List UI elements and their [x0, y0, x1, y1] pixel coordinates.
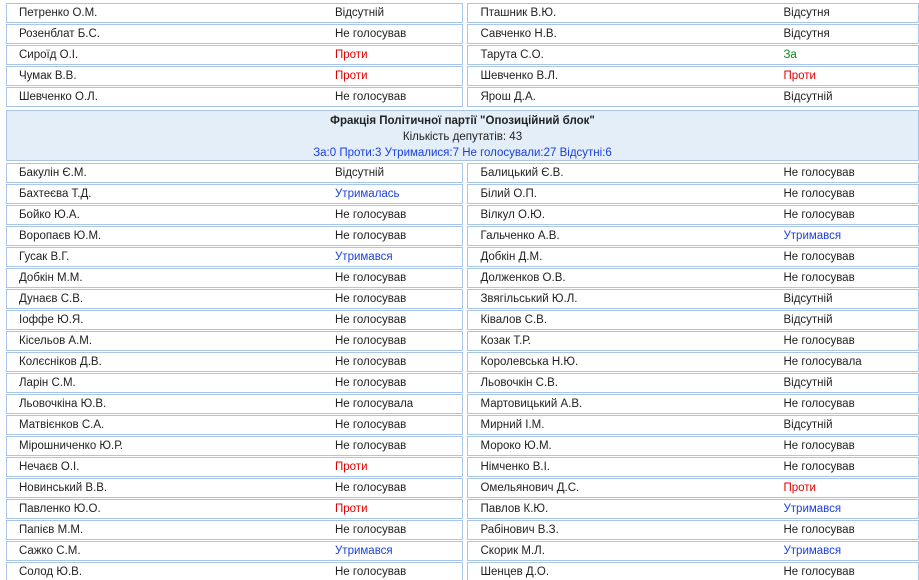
vote-status: Не голосував — [335, 524, 407, 536]
left-deputy-cell — [6, 436, 463, 456]
table-row — [0, 540, 919, 561]
deputy-name: Ларін С.М. — [19, 377, 76, 389]
deputy-name: Бахтеєва Т.Д. — [19, 188, 92, 200]
table-row — [0, 519, 919, 540]
left-deputy-cell — [6, 541, 463, 561]
deputy-name: Іоффе Ю.Я. — [19, 314, 84, 326]
deputy-name: Льовочкін С.В. — [480, 377, 559, 389]
left-deputy-cell — [6, 163, 463, 183]
left-deputy-cell — [6, 268, 463, 288]
faction-title: Фракція Політичної партії "Опозиційний блок" — [330, 115, 595, 127]
right-deputy-cell — [467, 415, 919, 435]
table-row — [0, 561, 919, 580]
table-row — [0, 162, 919, 183]
vote-status: Не голосував — [783, 272, 855, 284]
deputy-name: Мороко Ю.М. — [480, 440, 552, 452]
table-row — [0, 351, 919, 372]
vote-status: Утримався — [335, 545, 393, 557]
right-deputy-cell — [467, 562, 919, 580]
vote-status: Не голосував — [783, 461, 855, 473]
vote-status: Не голосував — [335, 272, 407, 284]
left-deputy-cell — [6, 226, 463, 246]
faction-deputy-count: Кількість депутатів: 43 — [402, 131, 523, 143]
vote-status: Відсутній — [783, 91, 833, 103]
vote-status: Проти — [335, 49, 368, 61]
left-deputy-cell — [6, 331, 463, 351]
vote-status: Не голосував — [335, 566, 407, 578]
vote-status: Не голосував — [783, 566, 855, 578]
table-row — [0, 86, 919, 107]
deputy-name: Дунаєв С.В. — [19, 293, 84, 305]
deputy-name: Воропаєв Ю.М. — [19, 230, 102, 242]
vote-status: Не голосував — [335, 482, 407, 494]
right-deputy-cell — [467, 478, 919, 498]
deputy-name: Балицький Є.В. — [480, 167, 564, 179]
table-row — [0, 435, 919, 456]
table-row — [0, 309, 919, 330]
vote-table-bottom — [0, 162, 919, 580]
table-row — [0, 183, 919, 204]
deputy-name: Кісельов А.М. — [19, 335, 93, 347]
deputy-name: Павлов К.Ю. — [480, 503, 549, 515]
vote-status: Не голосував — [335, 356, 407, 368]
vote-status: Проти — [335, 461, 368, 473]
vote-status: Відсутній — [783, 419, 833, 431]
left-deputy-cell — [6, 394, 463, 414]
deputy-name: Сажко С.М. — [19, 545, 81, 557]
vote-status: Не голосував — [335, 209, 407, 221]
left-deputy-cell — [6, 415, 463, 435]
deputy-name: Папієв М.М. — [19, 524, 84, 536]
vote-status: Не голосувала — [783, 356, 862, 368]
deputy-name: Омельянович Д.С. — [480, 482, 580, 494]
vote-status: Відсутній — [783, 293, 833, 305]
left-deputy-cell — [6, 87, 463, 107]
left-deputy-cell — [6, 520, 463, 540]
deputy-name: Звягільський Ю.Л. — [480, 293, 578, 305]
table-row — [0, 267, 919, 288]
deputy-name: Мирний І.М. — [480, 419, 545, 431]
right-deputy-cell — [467, 268, 919, 288]
vote-status: Не голосував — [783, 440, 855, 452]
left-deputy-cell — [6, 373, 463, 393]
right-deputy-cell — [467, 226, 919, 246]
left-deputy-cell — [6, 310, 463, 330]
deputy-name: Білий О.П. — [480, 188, 537, 200]
deputy-name: Пташник В.Ю. — [480, 7, 557, 19]
left-deputy-cell — [6, 289, 463, 309]
deputy-name: Мірошниченко Ю.Р. — [19, 440, 123, 452]
table-row — [0, 372, 919, 393]
vote-status: Відсутній — [783, 377, 833, 389]
left-deputy-cell — [6, 247, 463, 267]
vote-status: Не голосував — [783, 188, 855, 200]
vote-status: Не голосував — [783, 209, 855, 221]
right-deputy-cell — [467, 205, 919, 225]
right-deputy-cell — [467, 3, 919, 23]
table-row — [0, 330, 919, 351]
deputy-name: Новинський В.В. — [19, 482, 108, 494]
deputy-name: Матвієнков С.А. — [19, 419, 105, 431]
deputy-name: Нечаєв О.І. — [19, 461, 80, 473]
deputy-name: Сироїд О.І. — [19, 49, 79, 61]
left-deputy-cell — [6, 66, 463, 86]
deputy-name: Чумак В.В. — [19, 70, 77, 82]
right-deputy-cell — [467, 45, 919, 65]
deputy-name: Колєсніков Д.В. — [19, 356, 102, 368]
right-deputy-cell — [467, 163, 919, 183]
table-row — [0, 498, 919, 519]
deputy-name: Німченко В.І. — [480, 461, 550, 473]
vote-status: Утрималась — [335, 188, 400, 200]
vote-status: Проти — [335, 503, 368, 515]
table-row — [0, 288, 919, 309]
vote-status: Не голосував — [783, 335, 855, 347]
vote-status: Не голосував — [335, 377, 407, 389]
table-row — [0, 225, 919, 246]
right-deputy-cell — [467, 499, 919, 519]
table-row — [0, 456, 919, 477]
right-deputy-cell — [467, 394, 919, 414]
table-row — [0, 2, 919, 23]
deputy-name: Шевченко В.Л. — [480, 70, 559, 82]
deputy-name: Рабінович В.З. — [480, 524, 559, 536]
vote-status: Не голосував — [335, 314, 407, 326]
vote-status: Не голосував — [335, 419, 407, 431]
right-deputy-cell — [467, 541, 919, 561]
deputy-name: Шенцев Д.О. — [480, 566, 550, 578]
vote-status: Не голосував — [783, 524, 855, 536]
deputy-name: Ярош Д.А. — [480, 91, 536, 103]
deputy-name: Бойко Ю.А. — [19, 209, 80, 221]
deputy-name: Петренко О.М. — [19, 7, 98, 19]
table-row — [0, 414, 919, 435]
right-deputy-cell — [467, 87, 919, 107]
vote-status: Відсутній — [335, 7, 385, 19]
vote-status: За — [783, 49, 797, 61]
right-deputy-cell — [467, 352, 919, 372]
deputy-name: Гусак В.Г. — [19, 251, 70, 263]
right-deputy-cell — [467, 373, 919, 393]
left-deputy-cell — [6, 45, 463, 65]
vote-status: Не голосувала — [335, 398, 414, 410]
right-deputy-cell — [467, 184, 919, 204]
table-row — [0, 44, 919, 65]
vote-status: Відсутній — [783, 314, 833, 326]
vote-status: Не голосував — [335, 28, 407, 40]
vote-status: Утримався — [783, 545, 842, 557]
left-deputy-cell — [6, 499, 463, 519]
deputy-name: Мартовицький А.В. — [480, 398, 583, 410]
table-row — [0, 246, 919, 267]
vote-status: Відсутня — [783, 7, 830, 19]
deputy-name: Долженков О.В. — [480, 272, 566, 284]
faction-vote-summary: За:0 Проти:3 Утрималися:7 Не голосували:27 Відсутні:6 — [313, 147, 612, 159]
right-deputy-cell — [467, 289, 919, 309]
vote-status: Відсутній — [335, 167, 385, 179]
deputy-name: Савченко Н.В. — [480, 28, 557, 40]
right-deputy-cell — [467, 310, 919, 330]
vote-status: Не голосував — [783, 167, 855, 179]
table-row — [0, 477, 919, 498]
vote-status: Не голосував — [335, 230, 407, 242]
faction-header — [6, 110, 919, 161]
deputy-name: Льовочкіна Ю.В. — [19, 398, 107, 410]
table-row — [0, 204, 919, 225]
deputy-name: Розенблат Б.С. — [19, 28, 100, 40]
right-deputy-cell — [467, 457, 919, 477]
vote-status: Утримався — [783, 503, 842, 515]
right-deputy-cell — [467, 24, 919, 44]
deputy-name: Шевченко О.Л. — [19, 91, 98, 103]
deputy-name: Скорик М.Л. — [480, 545, 545, 557]
left-deputy-cell — [6, 205, 463, 225]
left-deputy-cell — [6, 3, 463, 23]
deputy-name: Козак Т.Р. — [480, 335, 531, 347]
table-row — [0, 23, 919, 44]
left-deputy-cell — [6, 457, 463, 477]
right-deputy-cell — [467, 247, 919, 267]
vote-table-top — [0, 2, 919, 107]
vote-status: Не голосував — [335, 293, 407, 305]
deputy-name: Вілкул О.Ю. — [480, 209, 545, 221]
vote-status: Не голосував — [783, 251, 855, 263]
right-deputy-cell — [467, 520, 919, 540]
deputy-name: Гальченко А.В. — [480, 230, 560, 242]
vote-status: Проти — [335, 70, 368, 82]
right-deputy-cell — [467, 66, 919, 86]
left-deputy-cell — [6, 352, 463, 372]
left-deputy-cell — [6, 478, 463, 498]
vote-status: Не голосував — [335, 335, 407, 347]
vote-status: Не голосував — [335, 91, 407, 103]
deputy-name: Королевська Н.Ю. — [480, 356, 579, 368]
vote-status: Відсутня — [783, 28, 830, 40]
left-deputy-cell — [6, 24, 463, 44]
deputy-name: Добкін М.М. — [19, 272, 83, 284]
vote-status: Утримався — [335, 251, 393, 263]
vote-status: Проти — [783, 482, 816, 494]
deputy-name: Солод Ю.В. — [19, 566, 83, 578]
right-deputy-cell — [467, 331, 919, 351]
table-row — [0, 65, 919, 86]
vote-status: Не голосував — [335, 440, 407, 452]
left-deputy-cell — [6, 562, 463, 580]
vote-status: Не голосував — [783, 398, 855, 410]
deputy-name: Бакулін Є.М. — [19, 167, 87, 179]
table-row — [0, 393, 919, 414]
vote-status: Утримався — [783, 230, 842, 242]
left-deputy-cell — [6, 184, 463, 204]
deputy-name: Ківалов С.В. — [480, 314, 548, 326]
vote-status: Проти — [783, 70, 816, 82]
deputy-name: Тарута С.О. — [480, 49, 544, 61]
right-deputy-cell — [467, 436, 919, 456]
deputy-name: Добкін Д.М. — [480, 251, 543, 263]
deputy-name: Павленко Ю.О. — [19, 503, 101, 515]
